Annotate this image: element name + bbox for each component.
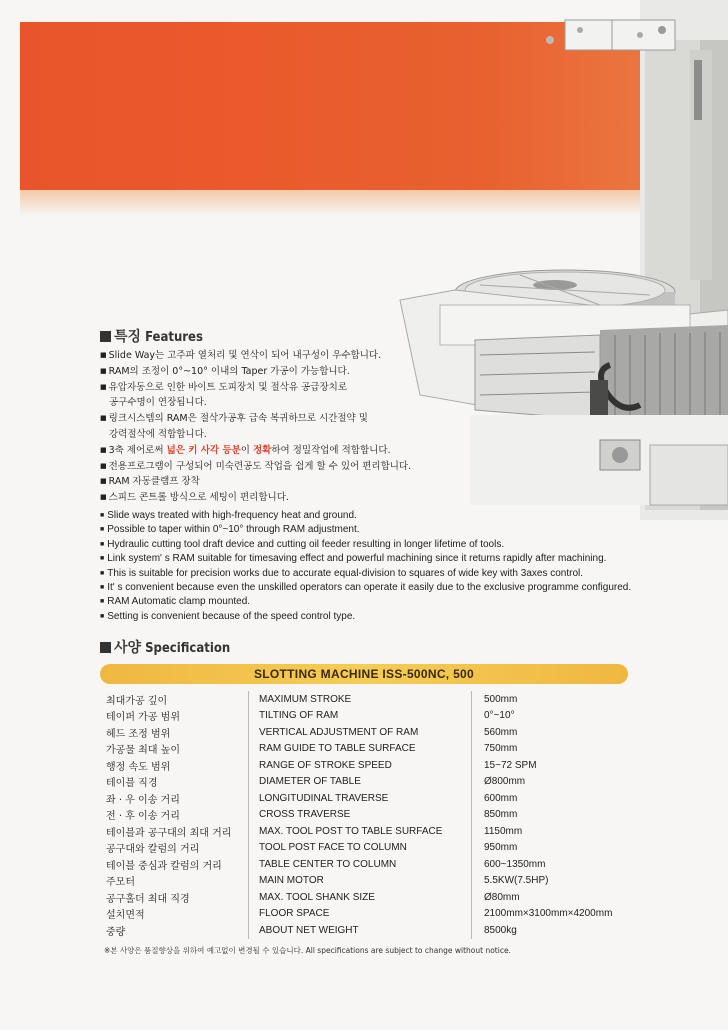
spec-value: 5.5KW(7.5HP) [484, 875, 549, 887]
spec-label-ko: 중량 [106, 926, 126, 938]
feature-ko-item: ■ Slide Way는 고주파 열처리 및 연삭이 되어 내구성이 우수합니다. [100, 348, 480, 364]
spec-label-en: RANGE OF STROKE SPEED [249, 757, 472, 774]
spec-label-en: ABOUT NET WEIGHT [249, 922, 472, 939]
feature-ko-item: ■ RAM의 조정이 0°~10° 이내의 Taper 가공이 가능합니다. [100, 364, 480, 380]
spec-value: 600~1350mm [484, 858, 546, 870]
heading-square-icon [100, 642, 111, 653]
spec-row [106, 807, 612, 824]
spec-label-ko: 행정 속도 범위 [106, 761, 171, 773]
feature-ko-item-continuation: 강력절삭에 적합합니다. [109, 428, 207, 440]
spec-label-ko: 설치면적 [106, 910, 145, 922]
specification-title-en: Specification [145, 641, 231, 656]
orange-banner [20, 22, 680, 190]
feature-en-item: ■ RAM Automatic clamp mounted. [100, 595, 700, 609]
spec-label-en: TILTING OF RAM [249, 708, 472, 725]
feature-ko-text: 이 [240, 444, 253, 456]
spec-row [106, 873, 612, 890]
feature-en-item: ■ Setting is convenient because of the speed control type. [100, 610, 700, 624]
spec-row [106, 691, 612, 708]
feature-ko-item [100, 443, 480, 459]
spec-row [106, 724, 612, 741]
spec-label-en: MAIN MOTOR [249, 873, 472, 890]
spec-value: 950mm [484, 842, 518, 854]
features-korean-list [100, 348, 480, 506]
specification-table [106, 691, 612, 939]
spec-label-ko: 테이블 직경 [106, 778, 158, 790]
spec-label-en: TABLE CENTER TO COLUMN [249, 856, 472, 873]
feature-en-item: ■ Hydraulic cutting tool draft device and cutting oil feeder resulting in longer lifetime of tools. [100, 538, 700, 552]
model-title: SLOTTING MACHINE ISS-500NC, 500 [253, 667, 474, 681]
spec-row [106, 840, 612, 857]
spec-value: 2100mm×3100mm×4200mm [484, 908, 613, 920]
feature-en-item: ■ Link system' s RAM suitable for timesaving effect and powerful machining since it returns rapidly after machining. [100, 552, 700, 566]
heading-square-icon [100, 331, 111, 342]
spec-label-ko: 테이블 중심과 칼럼의 거리 [106, 860, 222, 872]
spec-row [106, 906, 612, 923]
spec-label-en: MAX. TOOL SHANK SIZE [249, 889, 472, 906]
features-title-en: Features [145, 330, 203, 345]
spec-label-en: MAX. TOOL POST TO TABLE SURFACE [249, 823, 472, 840]
spec-label-ko: 테이블과 공구대의 최대 거리 [106, 827, 232, 839]
spec-row [106, 774, 612, 791]
feature-ko-text: 하여 정밀작업에 적합합니다. [271, 444, 391, 456]
feature-ko-item: ■ RAM 자동클램프 장착 [100, 474, 480, 490]
spec-label-ko: 가공물 최대 높이 [106, 745, 180, 757]
spec-row [106, 856, 612, 873]
spec-label-ko: 최대가공 깊이 [106, 695, 168, 707]
feature-en-item: ■ It' s convenient because even the unskilled operators can operate it easily due to the exclusive programme configured. [100, 581, 700, 595]
specification-title-ko: 사양 [114, 640, 142, 656]
spec-label-en: CROSS TRAVERSE [249, 807, 472, 824]
feature-en-item: ■ This is suitable for precision works due to accurate equal-division to squares of wide key with 3axes control. [100, 567, 700, 581]
features-english-list [100, 509, 700, 624]
spec-value: 1150mm [484, 825, 523, 837]
banner-gradient-fade [20, 190, 680, 216]
spec-row [106, 889, 612, 906]
feature-ko-highlight: 정확 [252, 444, 272, 456]
spec-row [106, 757, 612, 774]
feature-en-item: ■ Possible to taper within 0°~10° through RAM adjustment. [100, 523, 700, 537]
model-title-bar [100, 664, 628, 684]
feature-ko-text: 3축 제어로써 [108, 444, 167, 456]
spec-value: Ø800mm [484, 776, 526, 788]
spec-row [106, 741, 612, 758]
spec-row [106, 708, 612, 725]
spec-label-en: DIAMETER OF TABLE [249, 774, 472, 791]
spec-label-en: TOOL POST FACE TO COLUMN [249, 840, 472, 857]
spec-value: 750mm [484, 743, 518, 755]
spec-value: 15~72 SPM [484, 759, 537, 771]
spec-value: 850mm [484, 809, 518, 821]
spec-label-ko: 좌 · 우 이송 거리 [106, 794, 180, 806]
spec-label-en: LONGITUDINAL TRAVERSE [249, 790, 472, 807]
spec-row [106, 823, 612, 840]
feature-ko-item: ■ 전용프로그램이 구성되어 미숙련공도 작업을 쉽게 할 수 있어 편리합니다. [100, 459, 480, 475]
spec-value: 500mm [484, 693, 518, 705]
spec-value: 560mm [484, 726, 518, 738]
spec-label-ko: 헤드 조정 범위 [106, 728, 171, 740]
spec-value: 600mm [484, 792, 518, 804]
spec-row [106, 922, 612, 939]
feature-ko-highlight: 넓은 키 사각 등분 [166, 444, 241, 456]
spec-label-en: VERTICAL ADJUSTMENT OF RAM [249, 724, 472, 741]
spec-label-ko: 테이퍼 가공 범위 [106, 712, 180, 724]
features-heading [100, 326, 203, 346]
feature-ko-item: ■ 링크시스템의 RAM은 절삭가공후 급속 복귀하므로 시간절약 및 [100, 411, 480, 427]
spec-label-ko: 주모터 [106, 877, 135, 889]
spec-label-en: RAM GUIDE TO TABLE SURFACE [249, 741, 472, 758]
spec-label-ko: 공구대와 칼럼의 거리 [106, 844, 200, 856]
spec-value: 8500kg [484, 924, 517, 936]
spec-value: 0°~10° [484, 710, 515, 722]
feature-ko-item: ■ 유압자동으로 인한 바이트 도피장치 및 절삭유 공급장치로 [100, 380, 480, 396]
spec-label-ko: 전 · 후 이송 거리 [106, 811, 180, 823]
spec-value: Ø80mm [484, 891, 520, 903]
feature-en-item: ■ Slide ways treated with high-frequency heat and ground. [100, 509, 700, 523]
features-title-ko: 특징 [114, 329, 142, 345]
spec-row [106, 790, 612, 807]
specification-note: ※본 사양은 품질향상을 위하여 예고없이 변경될 수 있습니다. All specifications are subject to change without notice. [104, 946, 511, 955]
spec-label-en: MAXIMUM STROKE [249, 691, 472, 708]
feature-ko-item-continuation: 공구수명이 연장됩니다. [109, 397, 207, 409]
feature-ko-item: ■ 스피드 콘트롤 방식으로 세팅이 편리합니다. [100, 490, 480, 506]
specification-heading [100, 637, 230, 657]
spec-label-en: FLOOR SPACE [249, 906, 472, 923]
spec-label-ko: 공구홀더 최대 직경 [106, 893, 190, 905]
